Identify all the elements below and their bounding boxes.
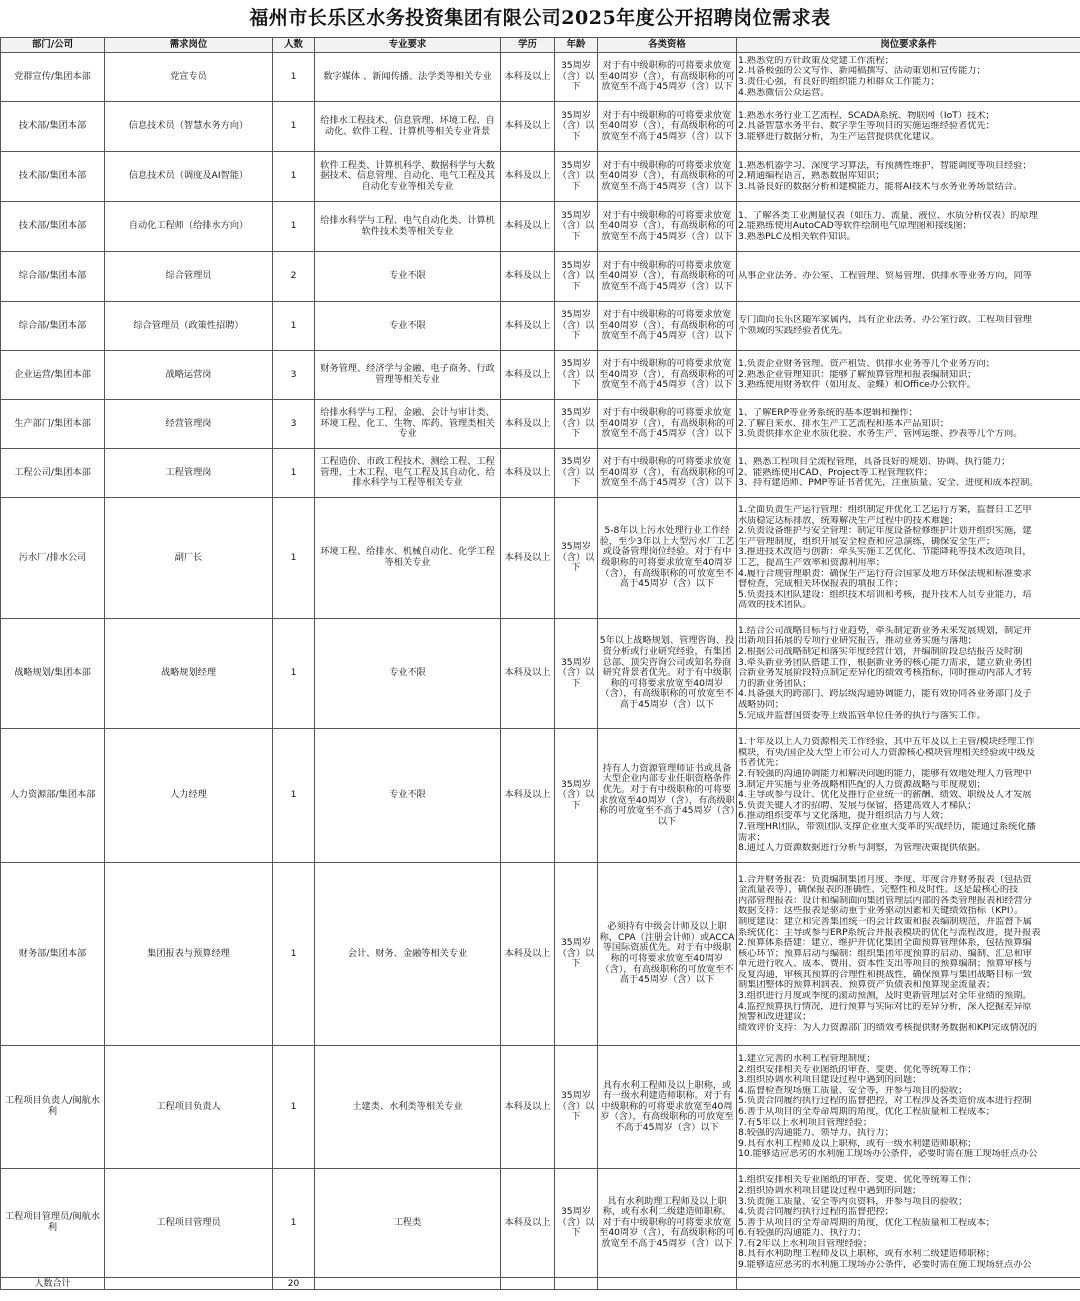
- requirement-line: 2.有较强的沟通协调能力和解决问题的能力，能够有效地处理人力管理中: [738, 769, 1032, 780]
- requirement-line: 1、了解各类工业测量仪表（如压力、流量、液位、水质分析仪表）的原理: [738, 210, 1038, 221]
- requirement-line: 2.具备极强的公文写作、新闻稿撰写、活动策划和宣传能力；: [738, 66, 986, 77]
- requirement-line: 3.具备良好的数据分析和建模能力，能将AI技术与水务业务场景结合。: [738, 181, 1023, 192]
- requirement-line: 1、熟悉工程项目全流程管理，具备良好的规划、协调、执行能力；: [738, 457, 1011, 468]
- education-cell: 本科及以上: [501, 729, 555, 863]
- requirement-line: 1.十年及以上人力资源相关工作经验，其中五年及以上主管/模块经理工作: [738, 737, 1035, 748]
- table-row: [1, 1169, 1080, 1278]
- dept-cell: 技术部/集团本部: [1, 152, 105, 202]
- requirement-line: 书者优先；: [738, 758, 784, 769]
- requirement-line: 数据支持：这些报表是驱动重于业务驱动因素和关键绩效指标（KPI）。: [738, 906, 1024, 917]
- major-cell: 专业不限: [315, 619, 501, 729]
- requirements-cell: [737, 252, 1080, 302]
- requirement-line: 8.较强的沟通能力、领导力、执行力；: [738, 1128, 894, 1139]
- requirement-line: 4.负责合同履约执行过程的监督把控；: [738, 1207, 894, 1218]
- post-cell: 工程项目管理员: [105, 1169, 273, 1278]
- requirement-line: 7.管理HR团队，带领团队支撑企业重大变革的实战经历，能通过系统化播: [738, 821, 1036, 832]
- requirement-line: 4.具备强大的跨部门、跨层级沟通协调能力，能有效协同各业务部门及子: [738, 689, 1032, 700]
- count-cell: 1: [273, 1046, 315, 1169]
- major-cell: 土建类、水利类等相关专业: [315, 1046, 501, 1169]
- total-row: [1, 1278, 1080, 1290]
- requirement-line: 1.结合公司战略目标与行业趋势，牵头制定新业务未来发展规划，制定并: [738, 625, 1032, 636]
- qualification-cell: 对于有中级职称的可将要求放宽至40周岁（含），有高级职称的可放宽至不高于45周岁（含）以下: [598, 302, 737, 351]
- requirement-line: 5.善于从项目的全寿命周期的角度，优化工程质量和工程成本；: [738, 1217, 995, 1228]
- post-cell: 工程项目负责人: [105, 1046, 273, 1169]
- dept-cell: 党群宣传/集团本部: [1, 53, 105, 102]
- major-cell: 财务管理、经济学与金融、电子商务、行政管理等相关专业: [315, 351, 501, 400]
- count-cell: 2: [273, 252, 315, 302]
- table-row: [1, 202, 1080, 252]
- requirement-line: 3.组织进行月度或季度的滚动预测，及时更新管理层对全年业绩的预期。: [738, 991, 1032, 1002]
- qualification-cell: 持有人力资源管理师证书或具备大型企业内部专业任职资格条件优先。对于有中级职称的可将要求放宽至40周岁（含），有高级职称的可放宽至不高于45周岁（含）以下: [598, 729, 737, 863]
- age-cell: 35周岁（含）以下: [555, 498, 598, 619]
- table-row: [1, 351, 1080, 400]
- total-empty-cell: [555, 1278, 598, 1290]
- qualification-cell: 对于有中级职称的可将要求放宽至40周岁（含），有高级职称的可放宽至不高于45周岁（含）以下: [598, 351, 737, 400]
- requirement-line: 3.能够进行数据分析，为生产运营提供优化建议。: [738, 131, 940, 142]
- total-empty-cell: [598, 1278, 737, 1290]
- age-cell: 35周岁（含）以下: [555, 53, 598, 102]
- header-major: 专业要求: [315, 38, 501, 53]
- count-cell: 3: [273, 400, 315, 449]
- requirement-line: 个领域的实践经验者优先。: [738, 326, 849, 336]
- requirement-line: 3.熟悉PLC及相关软件知识。: [738, 231, 856, 242]
- education-cell: 本科及以上: [501, 863, 555, 1046]
- requirement-line: 2.组织安排相关专业图纸的审查、变更、优化等统筹工作；: [738, 1064, 977, 1075]
- requirement-line: 合新业务发展阶段特点制定差异化的绩效考核指标，同时推动内部人才转: [738, 668, 1032, 679]
- education-cell: 本科及以上: [501, 400, 555, 449]
- requirement-line: 1.合并财务报表：负责编制集团月度、季度、年度合并财务报表（包括资: [738, 874, 1032, 885]
- requirement-line: 2.组织协调水利项目建设过程中遇到的问题；: [738, 1185, 922, 1196]
- major-cell: 数字媒体 、新闻传播、法学类等相关专业: [315, 53, 501, 102]
- qualification-cell: 具有水利助理工程师及以上职称，或有水利二级建造师职称。对于有中级职称的可将要求放宽至40周岁（含），有高级职称的可放宽至不高于45周岁（含）以下: [598, 1169, 737, 1278]
- table-row: [1, 400, 1080, 449]
- requirement-line: 从事企业法务、办公室、工程管理、贸易管理、供排水等业务方向，同等: [738, 271, 1032, 282]
- requirement-line: 6.有较强的沟通能力、执行力；: [738, 1228, 867, 1239]
- table-row: [1, 152, 1080, 202]
- requirement-line: 战略协同；: [738, 699, 784, 710]
- requirement-line: 制集团整体的预算利润表、预算资产负债表和预算现金流量表；: [738, 980, 996, 991]
- dept-cell: 工程项目负责人/闽航水利: [1, 1046, 105, 1169]
- post-cell: 党宣专员: [105, 53, 273, 102]
- qualification-cell: 对于有中级职称的可将要求放宽至40周岁（含），有高级职称的可放宽至不高于45周岁（含）以下: [598, 152, 737, 202]
- requirement-line: 1.负责企业财务管理、资产租赁、供排水业务等几个业务方向；: [738, 359, 995, 370]
- major-cell: 会计、财务、金融等相关专业: [315, 863, 501, 1046]
- age-cell: 35周岁（含）以下: [555, 351, 598, 400]
- post-cell: 信息技术员（智慧水务方向）: [105, 102, 273, 152]
- major-cell: 给排水工程技术、信息管理、环境工程、自动化、软件工程、计算机等相关专业背景: [315, 102, 501, 152]
- requirement-line: 1.全面负责生产运行管理：组织制定并优化工艺运行方案，监督日工艺甲: [738, 505, 1032, 516]
- table-row: [1, 53, 1080, 102]
- requirement-line: 1.组织安排相关专业图纸的审查、变更、优化等统筹工作；: [738, 1175, 977, 1186]
- post-cell: 经营管理岗: [105, 400, 273, 449]
- requirement-line: 工艺，提高生产效率和资源利用率；: [738, 558, 885, 568]
- requirements-cell: [737, 619, 1080, 729]
- requirement-line: 3.负责供排水企业水质化验、水务生产、管网运维、抄表等几个方向。: [738, 429, 1023, 440]
- requirement-line: 4.熟悉微信公众运营。: [738, 87, 830, 98]
- age-cell: 35周岁（含）以下: [555, 302, 598, 351]
- header-dept: 部门/公司: [1, 38, 105, 53]
- table-row: [1, 302, 1080, 351]
- count-cell: 1: [273, 152, 315, 202]
- requirement-line: 2.了解自来水、排水生产工艺流程和基本产品知识；: [738, 418, 949, 429]
- major-cell: 给排水科学与工程、电气自动化类、计算机软件技术类等相关专业: [315, 202, 501, 252]
- requirements-cell: [737, 863, 1080, 1046]
- qualification-cell: 具有水利工程师及以上职称，或有一级水利建造师职称。对于有中级职称的可将要求放宽至40周岁（含），有高级职称的可放宽至不高于45周岁（含）以下: [598, 1046, 737, 1169]
- requirement-line: 2.根据公司战略制定和落实年度经营计划，并编制阶段总结报告及时制: [738, 647, 1023, 658]
- requirements-cell: [737, 449, 1080, 498]
- age-cell: 35周岁（含）以下: [555, 729, 598, 863]
- requirements-cell: [737, 729, 1080, 863]
- requirement-line: 3.牵头新业务团队搭建工作，根据新业务的核心能力需求，建立新业务团: [738, 657, 1032, 668]
- dept-cell: 综合部/集团本部: [1, 302, 105, 351]
- age-cell: 35周岁（含）以下: [555, 152, 598, 202]
- major-cell: 专业不限: [315, 252, 501, 302]
- requirement-line: 3.组织协调水利项目建设过程中遇到的问题；: [738, 1075, 922, 1086]
- dept-cell: 污水厂/排水公司: [1, 498, 105, 619]
- dept-cell: 生产部门/集团本部: [1, 400, 105, 449]
- recruitment-table: [0, 37, 1080, 1290]
- post-cell: 信息技术员（调度及AI智能）: [105, 152, 273, 202]
- header-requirements: 岗位要求条件: [737, 38, 1080, 53]
- requirement-line: 1.熟悉党的方针政策及党建工作流程；: [738, 55, 894, 66]
- post-cell: 工程管理岗: [105, 449, 273, 498]
- dept-cell: 工程公司/集团本部: [1, 449, 105, 498]
- qualification-cell: 5年以上战略规划、管理咨询、投资分析或行业研究经验，有集团总部、顶尖咨询公司或知名券商研究背景者优先。对于有中级职称的可将要求放宽至40周岁（含），有高级职称的可放宽至不高于45周岁（含）以下: [598, 619, 737, 729]
- requirement-line: 7.有5年以上水利项目管理经验；: [738, 1117, 873, 1128]
- count-cell: 1: [273, 449, 315, 498]
- education-cell: 本科及以上: [501, 449, 555, 498]
- table-row: [1, 252, 1080, 302]
- requirement-line: 2.负责设备维护与安全管理：制定年度设备检修维护计划并组织实施，建: [738, 526, 1032, 537]
- age-cell: 35周岁（含）以下: [555, 102, 598, 152]
- age-cell: 35周岁（含）以下: [555, 202, 598, 252]
- qualification-cell: 对于有中级职称的可将要求放宽至40周岁（含），有高级职称的可放宽至不高于45周岁（含）以下: [598, 102, 737, 152]
- count-cell: 1: [273, 302, 315, 351]
- dept-cell: 技术部/集团本部: [1, 202, 105, 252]
- qualification-cell: 必须持有中级会计师及以上职称，CPA（注册会计师）或ACCA等国际资质优先。对于有中级职称的可将要求放宽至40周岁（含），有高级职称的可放宽至不高于45周岁（含）以下: [598, 863, 737, 1046]
- education-cell: 本科及以上: [501, 252, 555, 302]
- requirement-line: 9.具有水利工程师及以上职称，或有一级水利建造师职称；: [738, 1138, 977, 1149]
- education-cell: 本科及以上: [501, 202, 555, 252]
- age-cell: 35周岁（含）以下: [555, 400, 598, 449]
- major-cell: 给排水科学与工程、金融、会计与审计类、环境工程、化工、生物、库药、管理类相关专业: [315, 400, 501, 449]
- requirement-line: 2.熟悉企业管理知识：能够了解预算管理和报表编制知识；: [738, 369, 977, 380]
- requirement-line: 单元进行收入、成本、费用、资本性支出等项目的预算编制；预算审核与: [738, 959, 1032, 970]
- count-cell: 1: [273, 863, 315, 1046]
- requirement-line: 专门面向长乐区随军家属内，具有企业法务、办公室行政、工程项目管理: [738, 315, 1032, 326]
- post-cell: 集团报表与预算经理: [105, 863, 273, 1046]
- requirement-line: 3.熟练使用财务软件（如用友、金蝶）和Office办公软件。: [738, 380, 976, 391]
- requirements-cell: [737, 102, 1080, 152]
- requirement-line: 4.监控预算执行情况，进行预算与实际对比的差异分析，深入挖掘差异原: [738, 1001, 1032, 1012]
- education-cell: 本科及以上: [501, 1046, 555, 1169]
- requirement-line: 8.通过人力资源数据进行分析与洞察，为管理决策提供依据。: [738, 843, 986, 854]
- education-cell: 本科及以上: [501, 53, 555, 102]
- major-cell: 环境工程、给排水、机械自动化、化学工程等相关专业: [315, 498, 501, 619]
- requirements-cell: [737, 202, 1080, 252]
- requirements-cell: [737, 1046, 1080, 1169]
- education-cell: 本科及以上: [501, 498, 555, 619]
- age-cell: 35周岁（含）以下: [555, 1169, 598, 1278]
- requirements-cell: [737, 351, 1080, 400]
- requirement-line: 2.具备智慧水务平台、数字孪生等项目的实施运维经验者优先；: [738, 121, 995, 132]
- requirement-line: 6.善于从项目的全寿命周期的角度，优化工程质量和工程成本；: [738, 1107, 995, 1117]
- requirement-line: 制度建设：建立和完善集团统一的会计政策和报表编制规范，并监督下属: [738, 916, 1032, 927]
- total-empty-cell: [105, 1278, 273, 1290]
- requirement-line: 6.推动组织变革与文化落地，提升组织活力与人效；: [738, 811, 949, 822]
- requirement-line: 需求；: [738, 832, 766, 843]
- table-row: [1, 449, 1080, 498]
- requirement-line: 8.具有水利助理工程师及以上职称，或有水利二级建造师职称；: [738, 1249, 995, 1260]
- page-title: 福州市长乐区水务投资集团有限公司2025年度公开招聘岗位需求表: [249, 7, 831, 29]
- requirement-line: 10.能够适应恶劣的水利施工现场办公条件，必要时需在施工现场驻点办公: [738, 1149, 1038, 1160]
- post-cell: 综合管理员（政策性招聘）: [105, 302, 273, 351]
- requirement-line: 3.推进技术改造与创新：牵头实施工艺优化、节能降耗等技术改造项目，: [738, 547, 1032, 558]
- qualification-cell: 对于有中级职称的可将要求放宽至40周岁（含），有高级职称的可放宽至不高于45周岁（含）以下: [598, 400, 737, 449]
- requirement-line: 预警和改进建议；: [738, 1012, 812, 1023]
- table-row: [1, 729, 1080, 863]
- education-cell: 本科及以上: [501, 102, 555, 152]
- requirement-line: 4.监督检查现场施工质量、安全等，并参与项目的验收；: [738, 1085, 968, 1096]
- header-qualification: 各类资格: [598, 38, 737, 53]
- header-post: 需求岗位: [105, 38, 273, 53]
- requirement-line: 4.主导或参与设计、优化及推行企业统一的薪酬、绩效、职级及人才发展: [738, 790, 1032, 801]
- requirement-line: 3.责任心强，有良好的组织能力和群众工作能力；: [738, 77, 940, 87]
- requirement-line: 5.负责合同履约执行过程的监督把控，对工程涉及各类造价成本进行控制: [738, 1096, 1032, 1107]
- requirement-line: 2.预算体系搭建：建立、维护并优化集团全面预算管理体系，包括预算编: [738, 938, 1032, 949]
- requirement-line: 3、持有建造师、PMP等证书者优先，注重质量、安全、进度和成本控制。: [738, 478, 1039, 489]
- requirement-line: 出新项目拓展的专项行业研究报告，推动业务实施与落地；: [738, 636, 977, 647]
- dept-cell: 人力资源部/集团本部: [1, 729, 105, 863]
- requirement-line: 核心环节；预算启动与编制：组织集团年度预算的启动、编制、汇总和审: [738, 948, 1032, 959]
- education-cell: 本科及以上: [501, 619, 555, 729]
- requirement-line: 5.负责关键人才的招聘、发展与保留，搭建高效人才梯队；: [738, 800, 977, 811]
- total-label: 人数合计: [1, 1278, 105, 1290]
- count-cell: 1: [273, 729, 315, 863]
- education-cell: 本科及以上: [501, 302, 555, 351]
- major-cell: 专业不限: [315, 302, 501, 351]
- dept-cell: 财务部/集团本部: [1, 863, 105, 1046]
- header-row: [1, 38, 1080, 53]
- total-value: 20: [273, 1278, 315, 1290]
- header-count: 人数: [273, 38, 315, 53]
- requirement-line: 内部管理报表：设计和编制面向集团管理层内部的各类管理报表和经营分: [738, 895, 1032, 906]
- requirement-line: 3.制定并实施与业务战略相匹配的人力资源战略与年度规划；: [738, 779, 986, 790]
- requirement-line: 5.负责技术团队建设：组织技术培训和考核，提升技术人员专业能力，培: [738, 589, 1032, 600]
- post-cell: 副厂长: [105, 498, 273, 619]
- table-row: [1, 1046, 1080, 1169]
- post-cell: 综合管理员: [105, 252, 273, 302]
- post-cell: 战略运营岗: [105, 351, 273, 400]
- count-cell: 1: [273, 498, 315, 619]
- qualification-cell: 对于有中级职称的可将要求放宽至40周岁（含），有高级职称的可放宽至不高于45周岁（含）以下: [598, 449, 737, 498]
- count-cell: 1: [273, 202, 315, 252]
- requirements-cell: [737, 400, 1080, 449]
- requirement-line: 5.完成并监督国资委等上级监管单位任务的执行与落实工作。: [738, 710, 986, 721]
- table-row: [1, 498, 1080, 619]
- age-cell: 35周岁（含）以下: [555, 1046, 598, 1169]
- table-body: [1, 53, 1080, 1278]
- major-cell: 工程造价、市政工程技术、测绘工程、工程管理、土木工程、电气工程及其自动化、给排水科学与工程等相关专业: [315, 449, 501, 498]
- table-row: [1, 863, 1080, 1046]
- requirement-line: 高效的技术团队。: [738, 600, 812, 611]
- qualification-cell: 对于有中级职称的可将要求放宽至40周岁（含），有高级职称的可放宽至不高于45周岁（含）以下: [598, 202, 737, 252]
- total-empty-cell: [501, 1278, 555, 1290]
- requirement-line: 生产管理制度，组织开展安全检查和应急演练，确保安全生产；: [738, 536, 996, 547]
- requirement-line: 1.熟悉水务行业工艺流程、SCADA系统、物联网（IoT）技术；: [738, 110, 995, 121]
- dept-cell: 综合部/集团本部: [1, 252, 105, 302]
- total-empty-cell: [737, 1278, 1080, 1290]
- count-cell: 1: [273, 53, 315, 102]
- count-cell: 1: [273, 1169, 315, 1278]
- qualification-cell: 对于有中级职称的可将要求放宽至40周岁（含），有高级职称的可放宽至不高于45周岁（含）以下: [598, 53, 737, 102]
- header-education: 学历: [501, 38, 555, 53]
- requirement-line: 2.能熟练使用AutoCAD等软件绘制电气原理图和接线图；: [738, 221, 972, 232]
- table-row: [1, 102, 1080, 152]
- requirements-cell: [737, 498, 1080, 619]
- requirement-line: 9.能够适应恶劣的水利施工现场办公条件，必要时需在施工现场驻点办公: [738, 1260, 1032, 1271]
- header-age: 年龄: [555, 38, 598, 53]
- requirement-line: 督检查，完成相关环保报表的填报工作；: [738, 579, 904, 590]
- requirement-line: 绩效评价支持：为人力资源部门的绩效考核提供财务数据和KPI完成情况的: [738, 1022, 1038, 1033]
- post-cell: 自动化工程师（给排水方向）: [105, 202, 273, 252]
- age-cell: 35周岁（含）以下: [555, 619, 598, 729]
- qualification-cell: 5-8年以上污水处理行业工作经验，至少3年以上大型污水厂工艺或设备管理岗位经验。对于有中级职称的可将要求放宽至40周岁（含），有高级职称的可放宽至不高于45周岁（含）以下: [598, 498, 737, 619]
- dept-cell: 技术部/集团本部: [1, 102, 105, 152]
- age-cell: 35周岁（含）以下: [555, 449, 598, 498]
- requirements-cell: [737, 302, 1080, 351]
- major-cell: 软件工程类、计算机科学、数据科学与大数据技术、信息管理、自动化、电气工程及其自动化专业等相关专业: [315, 152, 501, 202]
- education-cell: 本科及以上: [501, 1169, 555, 1278]
- major-cell: 工程类: [315, 1169, 501, 1278]
- education-cell: 本科及以上: [501, 351, 555, 400]
- requirement-line: 1.建立完善的水利工程管理制度；: [738, 1054, 876, 1065]
- count-cell: 1: [273, 102, 315, 152]
- requirement-line: 水质稳定达标排放，统筹解决生产过程中的技术难题；: [738, 515, 959, 526]
- requirement-line: 3.负责施工质量、安全等内页资料，并参与项目的验收；: [738, 1196, 968, 1207]
- post-cell: 战略规划经理: [105, 619, 273, 729]
- dept-cell: 战略规划/集团本部: [1, 619, 105, 729]
- age-cell: 35周岁（含）以下: [555, 863, 598, 1046]
- requirement-line: 4.履行合规管理职责：确保生产运行符合国家及地方环保法规和标准要求: [738, 568, 1032, 579]
- count-cell: 1: [273, 619, 315, 729]
- requirement-line: 2、能熟练使用CAD、Project等工程管理软件；: [738, 467, 933, 478]
- major-cell: 专业不限: [315, 729, 501, 863]
- table-row: [1, 619, 1080, 729]
- requirement-line: 1.熟悉机器学习、深度学习算法，有预测性维护、智能调度等项目经验；: [738, 160, 1032, 171]
- requirement-line: 7.有2年以上水利项目管理经验；: [738, 1238, 873, 1249]
- requirement-line: 1、了解ERP等业务系统的基本逻辑和操作；: [738, 408, 918, 419]
- post-cell: 人力经理: [105, 729, 273, 863]
- requirements-cell: [737, 53, 1080, 102]
- requirements-cell: [737, 152, 1080, 202]
- requirements-cell: [737, 1169, 1080, 1278]
- requirement-line: 2.精通编程语言，熟悉数据库知识；: [738, 171, 885, 182]
- count-cell: 3: [273, 351, 315, 400]
- dept-cell: 工程项目管理员/闽航水利: [1, 1169, 105, 1278]
- requirement-line: 模块，有央/国企及大型上市公司人力资源核心模块管理相关经验或中级及: [738, 747, 1036, 758]
- total-empty-cell: [315, 1278, 501, 1290]
- education-cell: 本科及以上: [501, 152, 555, 202]
- dept-cell: 企业运营/集团本部: [1, 351, 105, 400]
- qualification-cell: 对于有中级职称的可将要求放宽至40周岁（含），有高级职称的可放宽至不高于45周岁（含）以下: [598, 252, 737, 302]
- requirement-line: 系统优化：主导或参与ERP系统合并报表模块的优化与流程改进，提升报表: [738, 927, 1041, 938]
- requirement-line: 反复沟通，审核其预算的合理性和挑战性，确保预算与集团战略目标一致: [738, 969, 1032, 980]
- requirement-line: 金流量表等），确保报表的准确性、完整性和及时性。这是最核心的技: [738, 885, 1019, 896]
- requirement-line: 力的新业务团队；: [738, 678, 812, 689]
- age-cell: 35周岁（含）以下: [555, 252, 598, 302]
